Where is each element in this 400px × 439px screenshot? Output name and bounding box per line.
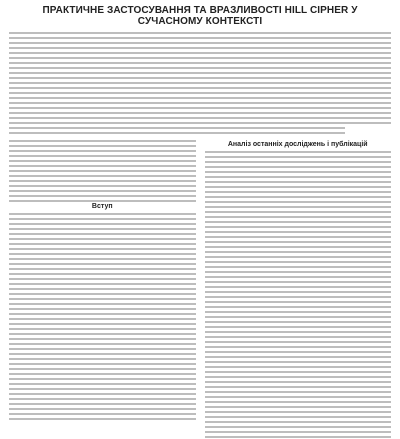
keywords-block xyxy=(9,127,391,135)
annotation-text xyxy=(9,32,391,125)
body-columns xyxy=(9,140,391,439)
left-column xyxy=(9,140,196,439)
left-column-text-bottom xyxy=(9,213,196,421)
left-column-text-top xyxy=(9,140,196,202)
keywords-text xyxy=(9,127,345,135)
paper-title: ПРАКТИЧНЕ ЗАСТОСУВАННЯ ТА ВРАЗЛИВОСТІ HILL CIPHER У СУЧАСНОМУ КОНТЕКСТІ xyxy=(42,5,358,27)
annotation-block xyxy=(9,32,391,125)
right-column-text xyxy=(205,151,392,439)
right-column xyxy=(205,140,392,439)
section-heading-literature-review: Аналіз останніх досліджень і публікацій xyxy=(227,141,368,148)
section-heading-intro: Вступ xyxy=(91,203,113,210)
